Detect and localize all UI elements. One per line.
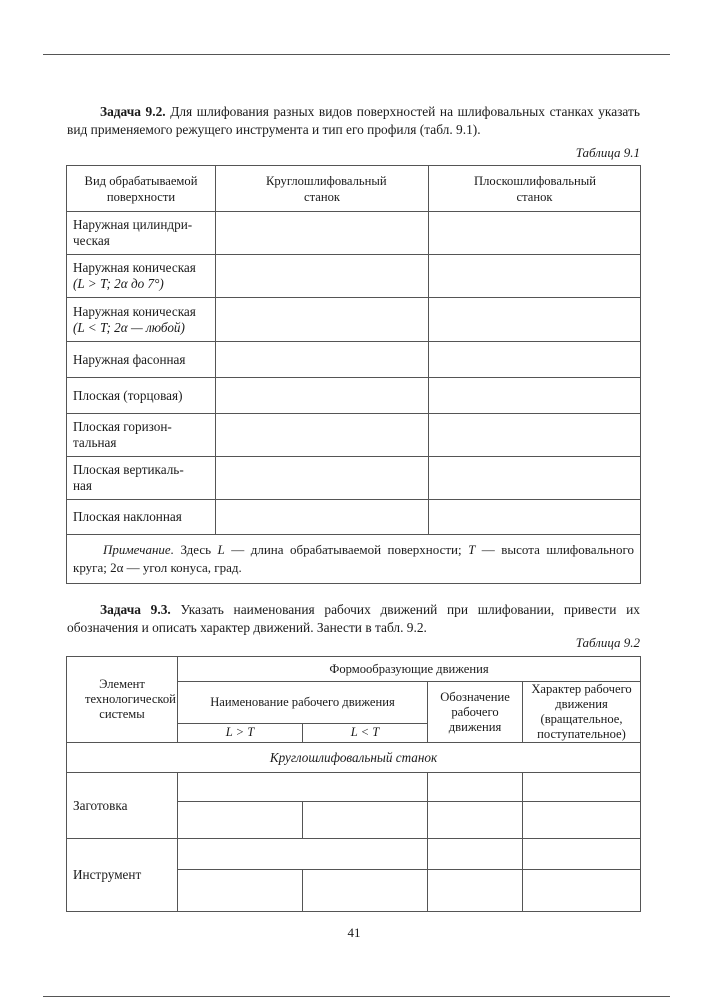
table-note: Примечание. Здесь L — длина обрабатываемой поверхности; T — высота шлифовального круга; 2α — угол конуса, град.: [67, 535, 641, 584]
cell-motion-name[interactable]: [178, 839, 428, 870]
table-row: [67, 414, 641, 457]
table-row: [67, 457, 641, 500]
row-label: Плоская горизон- тальная: [67, 414, 216, 457]
table-9-2-caption: Таблица 9.2: [575, 635, 640, 650]
cell-surface-grinder[interactable]: [429, 342, 641, 378]
cell-character[interactable]: [523, 839, 641, 870]
table-9-2: [66, 656, 641, 912]
header-motion-name: Наименование рабочего движения: [178, 682, 428, 724]
task-9-2-label: Задача 9.2.: [100, 104, 166, 119]
header-surface-grinder: Плоскошлифовальный станок: [429, 166, 641, 212]
header-rule: [43, 54, 670, 55]
page-number: 41: [347, 925, 361, 940]
row-label: Наружная коническая (L > T; 2α до 7°): [67, 255, 216, 298]
cell-cylindrical-grinder[interactable]: [216, 298, 429, 342]
table-note-row: [67, 535, 641, 584]
row-label-workpiece: Заготовка: [67, 773, 178, 839]
row-label: Наружная фасонная: [67, 342, 216, 378]
cell-cylindrical-grinder[interactable]: [216, 255, 429, 298]
table-9-1: [66, 165, 641, 584]
table-row: [67, 378, 641, 414]
cell-l-gt-t[interactable]: [178, 870, 303, 912]
row-label: Наружная цилиндри- ческая: [67, 212, 216, 255]
cell-cylindrical-grinder[interactable]: [216, 500, 429, 535]
cell-cylindrical-grinder[interactable]: [216, 378, 429, 414]
table-row: [67, 298, 641, 342]
row-label: Наружная коническая (L < T; 2α — любой): [67, 298, 216, 342]
note-label: Примечание.: [103, 542, 174, 557]
task-9-3-label: Задача 9.3.: [100, 602, 171, 617]
table-row: [67, 212, 641, 255]
cell-cylindrical-grinder[interactable]: [216, 342, 429, 378]
cell-motion-name[interactable]: [178, 773, 428, 802]
cell-cylindrical-grinder[interactable]: [216, 457, 429, 500]
cell-surface-grinder[interactable]: [429, 255, 641, 298]
row-label-tool: Инструмент: [67, 839, 178, 912]
cell-designation[interactable]: [428, 802, 523, 839]
row-label: Плоская вертикаль- ная: [67, 457, 216, 500]
cell-surface-grinder[interactable]: [429, 378, 641, 414]
cell-surface-grinder[interactable]: [429, 414, 641, 457]
table-9-1-header-row: [67, 166, 641, 212]
cell-l-lt-t[interactable]: [303, 802, 428, 839]
cell-character[interactable]: [523, 802, 641, 839]
row-label: Плоская наклонная: [67, 500, 216, 535]
cell-l-gt-t[interactable]: [178, 802, 303, 839]
header-designation: Обозначение рабочего движения: [428, 682, 523, 743]
table-row: [67, 839, 641, 870]
cell-character[interactable]: [523, 773, 641, 802]
cell-cylindrical-grinder[interactable]: [216, 414, 429, 457]
cell-designation[interactable]: [428, 839, 523, 870]
table-row: [67, 773, 641, 802]
header-character: Характер рабочего движения (вращательное, поступательное): [523, 682, 641, 743]
header-surface-type: Вид обрабатываемой поверхности: [67, 166, 216, 212]
cell-surface-grinder[interactable]: [429, 457, 641, 500]
cell-designation[interactable]: [428, 870, 523, 912]
task-9-3-text: Указать наименования рабочих движений при шлифовании, привести их обозначения и описать характер движений. Занести в табл. 9.2.: [67, 602, 640, 635]
table-row: [67, 342, 641, 378]
table-9-1-caption: Таблица 9.1: [575, 145, 640, 160]
cell-surface-grinder[interactable]: [429, 500, 641, 535]
task-9-3-paragraph: [67, 601, 640, 637]
header-shaping-motions: Формообразующие движения: [178, 657, 641, 682]
task-9-2-paragraph: [67, 103, 640, 139]
table-row: [67, 255, 641, 298]
cell-l-lt-t[interactable]: [303, 870, 428, 912]
header-l-gt-t: L > T: [178, 723, 303, 742]
cell-character[interactable]: [523, 870, 641, 912]
section-cylindrical-grinder: Круглошлифовальный станок: [67, 743, 641, 773]
header-cylindrical-grinder: Круглошлифовальный станок: [216, 166, 429, 212]
row-label: Плоская (торцовая): [67, 378, 216, 414]
table-row: [67, 500, 641, 535]
cell-surface-grinder[interactable]: [429, 212, 641, 255]
header-element: Элемент технологической системы: [67, 657, 178, 743]
cell-cylindrical-grinder[interactable]: [216, 212, 429, 255]
cell-surface-grinder[interactable]: [429, 298, 641, 342]
task-9-2-text: Для шлифования разных видов поверхностей на шлифовальных станках указать вид применяемого режущего инструмента и тип его профиля (табл. 9.1).: [67, 104, 640, 137]
header-l-lt-t: L < T: [303, 723, 428, 742]
footer-rule: [43, 996, 670, 997]
section-row: [67, 743, 641, 773]
table-9-2-header-row-1: [67, 657, 641, 682]
cell-designation[interactable]: [428, 773, 523, 802]
